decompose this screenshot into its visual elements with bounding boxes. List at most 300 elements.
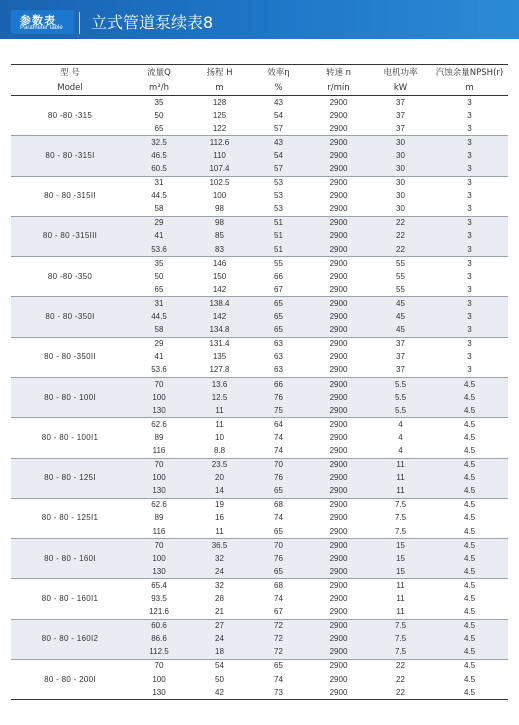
power-cell: 30 <box>370 176 431 190</box>
head-cell: 100 <box>212 191 227 201</box>
npsh-cell: 3 <box>467 110 472 120</box>
efficiency-cell: 67 <box>274 284 283 294</box>
flow-cell: 53.6 <box>129 243 189 257</box>
speed-cell: 2900 <box>329 123 348 133</box>
efficiency-cell: 63 <box>274 352 283 362</box>
head-cell: 142 <box>189 311 250 324</box>
efficiency-cell: 74 <box>274 432 283 442</box>
efficiency-cell: 74 <box>274 594 283 604</box>
col-unit: m <box>431 80 508 96</box>
flow-cell: 112.5 <box>129 646 189 660</box>
npsh-cell: 4.5 <box>463 687 476 697</box>
power-cell: 37 <box>370 337 431 351</box>
npsh-cell: 3 <box>467 284 472 294</box>
power-cell: 11 <box>370 485 431 499</box>
table-row <box>11 619 508 633</box>
npsh-cell: 3 <box>431 149 508 162</box>
col-header: 型 号 <box>60 67 80 78</box>
speed-cell: 2900 <box>307 404 370 418</box>
flow-cell: 130 <box>129 404 189 418</box>
table-row <box>11 498 508 512</box>
head-cell: 14 <box>189 485 250 499</box>
npsh-cell: 3 <box>467 271 472 281</box>
head-cell: 83 <box>189 243 250 257</box>
npsh-cell: 3 <box>431 297 508 311</box>
efficiency-cell: 65 <box>274 526 283 536</box>
efficiency-cell: 65 <box>250 485 307 499</box>
flow-cell: 53.6 <box>151 365 167 375</box>
efficiency-cell: 66 <box>250 377 307 391</box>
head-cell: 142 <box>212 284 227 294</box>
model-cell: 80 - 80 -315III <box>11 216 129 256</box>
header-row-units <box>11 80 508 96</box>
speed-cell: 2900 <box>307 418 370 432</box>
speed-cell: 2900 <box>329 432 348 442</box>
efficiency-cell: 57 <box>274 123 283 133</box>
model-cell: 80 - 80 - 100I1 <box>11 418 129 458</box>
speed-cell: 2900 <box>307 230 370 243</box>
power-cell: 55 <box>370 257 431 271</box>
table-row <box>11 257 508 271</box>
npsh-cell: 3 <box>431 337 508 351</box>
efficiency-cell: 74 <box>274 674 283 684</box>
speed-cell: 2900 <box>307 472 370 485</box>
table-row <box>11 579 508 593</box>
speed-cell: 2900 <box>307 659 370 673</box>
head-cell: 19 <box>189 498 250 512</box>
power-cell: 22 <box>396 687 405 697</box>
efficiency-cell: 66 <box>274 271 283 281</box>
flow-cell: 62.6 <box>129 498 189 512</box>
power-cell: 37 <box>396 352 405 362</box>
efficiency-cell: 43 <box>274 97 283 107</box>
head-cell: 85 <box>189 230 250 243</box>
speed-cell: 2900 <box>307 162 370 176</box>
power-cell: 37 <box>396 97 405 107</box>
power-cell: 7.5 <box>370 619 431 633</box>
flow-cell: 58 <box>129 324 189 338</box>
flow-cell: 44.5 <box>129 311 189 324</box>
flow-cell: 93.5 <box>151 594 167 604</box>
table-row <box>11 176 508 190</box>
parameter-table <box>11 64 508 700</box>
efficiency-cell: 65 <box>250 324 307 338</box>
speed-cell: 2900 <box>329 594 348 604</box>
npsh-cell: 3 <box>431 176 508 190</box>
efficiency-cell: 54 <box>274 110 283 120</box>
speed-cell: 2900 <box>329 352 348 362</box>
flow-cell: 89 <box>154 513 164 523</box>
efficiency-cell: 70 <box>250 458 307 472</box>
power-cell: 5.5 <box>370 377 431 391</box>
flow-cell: 116 <box>152 445 166 455</box>
power-cell: 55 <box>396 284 405 294</box>
section-tag-sublabel: Parameter table <box>20 25 63 31</box>
speed-cell: 2900 <box>307 176 370 190</box>
efficiency-cell: 72 <box>250 646 307 660</box>
head-cell: 107.4 <box>189 162 250 176</box>
npsh-cell: 4.5 <box>431 472 508 485</box>
flow-cell: 29 <box>129 337 189 351</box>
head-cell: 110 <box>189 149 250 162</box>
speed-cell: 2900 <box>307 149 370 162</box>
speed-cell: 2900 <box>329 607 348 617</box>
model-cell: 80 - 80 -350I <box>11 297 129 337</box>
flow-cell: 31 <box>129 176 189 190</box>
model-cell: 80 - 80 - 200I <box>11 659 129 699</box>
flow-cell: 35 <box>129 257 189 271</box>
speed-cell: 2900 <box>329 204 348 214</box>
head-cell: 54 <box>189 659 250 673</box>
head-cell: 128 <box>212 97 227 107</box>
efficiency-cell: 76 <box>250 552 307 565</box>
efficiency-cell: 68 <box>250 579 307 593</box>
col-header: 汽蚀余量NPSH(r) <box>435 67 504 78</box>
col-header: 电机功率 <box>383 67 418 78</box>
speed-cell: 2900 <box>307 498 370 512</box>
npsh-cell: 3 <box>431 230 508 243</box>
npsh-cell: 4.5 <box>431 619 508 633</box>
speed-cell: 2900 <box>329 445 348 455</box>
flow-cell: 130 <box>129 565 189 579</box>
head-cell: 50 <box>215 674 224 684</box>
npsh-cell: 4.5 <box>463 674 476 684</box>
npsh-cell: 4.5 <box>463 526 476 536</box>
efficiency-cell: 51 <box>250 230 307 243</box>
head-cell: 21 <box>215 607 224 617</box>
efficiency-cell: 65 <box>250 565 307 579</box>
power-cell: 11 <box>396 594 405 604</box>
power-cell: 7.5 <box>370 646 431 660</box>
col-unit: r/min <box>307 80 370 96</box>
power-cell: 7.5 <box>394 526 407 536</box>
speed-cell: 2900 <box>307 297 370 311</box>
npsh-cell: 4.5 <box>431 646 508 660</box>
power-cell: 15 <box>370 565 431 579</box>
speed-cell: 2900 <box>307 377 370 391</box>
speed-cell: 2900 <box>329 365 348 375</box>
head-cell: 112.6 <box>189 136 250 150</box>
model-cell: 80 -80 -315 <box>47 110 93 120</box>
power-cell: 4 <box>370 418 431 432</box>
power-cell: 5.5 <box>370 404 431 418</box>
power-cell: 4 <box>398 445 403 455</box>
table-row <box>11 659 508 673</box>
npsh-cell: 3 <box>467 352 472 362</box>
power-cell: 22 <box>370 230 431 243</box>
power-cell: 45 <box>370 297 431 311</box>
speed-cell: 2900 <box>307 337 370 351</box>
npsh-cell: 4.5 <box>431 458 508 472</box>
speed-cell: 2900 <box>307 324 370 338</box>
npsh-cell: 4.5 <box>431 633 508 646</box>
efficiency-cell: 65 <box>250 659 307 673</box>
head-cell: 131.4 <box>189 337 250 351</box>
model-cell: 80 - 80 - 160I <box>11 539 129 579</box>
head-cell: 16 <box>215 513 224 523</box>
efficiency-cell: 72 <box>250 619 307 633</box>
flow-cell: 65.4 <box>129 579 189 593</box>
col-header: 流量Q <box>147 67 171 78</box>
head-cell: 135 <box>212 352 227 362</box>
head-cell: 32 <box>189 579 250 593</box>
speed-cell: 2900 <box>329 191 348 201</box>
head-cell: 98 <box>215 204 224 214</box>
npsh-cell: 4.5 <box>463 432 476 442</box>
power-cell: 30 <box>396 204 405 214</box>
head-cell: 12.5 <box>189 391 250 404</box>
flow-cell: 116 <box>152 526 166 536</box>
power-cell: 11 <box>396 607 405 617</box>
head-cell: 13.6 <box>189 377 250 391</box>
flow-cell: 32.5 <box>129 136 189 150</box>
table-row <box>11 458 508 472</box>
efficiency-cell: 68 <box>250 498 307 512</box>
head-cell: 150 <box>212 271 227 281</box>
table-row <box>11 136 508 150</box>
power-cell: 37 <box>396 365 405 375</box>
flow-cell: 29 <box>129 216 189 230</box>
efficiency-cell: 53 <box>274 191 283 201</box>
speed-cell: 2900 <box>307 458 370 472</box>
efficiency-cell: 57 <box>250 162 307 176</box>
flow-cell: 41 <box>154 352 164 362</box>
npsh-cell: 4.5 <box>431 404 508 418</box>
flow-cell: 58 <box>154 204 164 214</box>
power-cell: 37 <box>396 110 405 120</box>
power-cell: 55 <box>396 271 405 281</box>
power-cell: 7.5 <box>370 498 431 512</box>
table-row <box>11 297 508 311</box>
npsh-cell: 4.5 <box>463 513 476 523</box>
speed-cell: 2900 <box>329 687 348 697</box>
power-cell: 22 <box>370 243 431 257</box>
col-header: 扬程 H <box>206 67 233 78</box>
speed-cell: 2900 <box>307 619 370 633</box>
col-header: 转速 n <box>325 67 352 78</box>
npsh-cell: 3 <box>431 311 508 324</box>
npsh-cell: 3 <box>431 136 508 150</box>
flow-cell: 130 <box>129 485 189 499</box>
flow-cell: 89 <box>154 432 164 442</box>
col-unit: % <box>250 80 307 96</box>
head-cell: 125 <box>212 110 227 120</box>
head-cell: 122 <box>212 123 227 133</box>
flow-cell: 50 <box>154 110 164 120</box>
table-row <box>11 377 508 391</box>
col-unit: kW <box>370 80 431 96</box>
power-cell: 11 <box>370 458 431 472</box>
head-cell: 27 <box>189 619 250 633</box>
npsh-cell: 4.5 <box>431 579 508 593</box>
npsh-cell: 4.5 <box>431 552 508 565</box>
flow-cell: 100 <box>129 391 189 404</box>
npsh-cell: 3 <box>431 243 508 257</box>
head-cell: 8.8 <box>213 445 226 455</box>
head-cell: 32 <box>189 552 250 565</box>
speed-cell: 2900 <box>307 311 370 324</box>
head-cell: 127.8 <box>209 365 230 375</box>
flow-cell: 44.5 <box>151 191 167 201</box>
speed-cell: 2900 <box>307 257 370 271</box>
efficiency-cell: 67 <box>274 607 283 617</box>
efficiency-cell: 76 <box>250 391 307 404</box>
flow-cell: 41 <box>129 230 189 243</box>
flow-cell: 60.5 <box>129 162 189 176</box>
efficiency-cell: 75 <box>250 404 307 418</box>
flow-cell: 70 <box>129 458 189 472</box>
efficiency-cell: 64 <box>250 418 307 432</box>
table-row <box>11 418 508 432</box>
power-cell: 30 <box>370 162 431 176</box>
flow-cell: 100 <box>129 552 189 565</box>
efficiency-cell: 55 <box>250 257 307 271</box>
model-cell: 80 - 80 -350II <box>11 337 129 377</box>
head-cell: 138.4 <box>189 297 250 311</box>
npsh-cell: 3 <box>467 191 472 201</box>
power-cell: 37 <box>396 123 405 133</box>
col-unit: Model <box>11 80 129 96</box>
speed-cell: 2900 <box>329 271 348 281</box>
head-cell: 42 <box>215 687 224 697</box>
efficiency-cell: 65 <box>250 311 307 324</box>
model-cell: 80 - 80 -315I <box>11 136 129 176</box>
speed-cell: 2900 <box>307 565 370 579</box>
power-cell: 22 <box>370 659 431 673</box>
npsh-cell: 4.5 <box>463 445 476 455</box>
head-cell: 98 <box>189 216 250 230</box>
flow-cell: 62.6 <box>129 418 189 432</box>
flow-cell: 70 <box>129 659 189 673</box>
flow-cell: 100 <box>152 674 166 684</box>
head-cell: 24 <box>189 565 250 579</box>
efficiency-cell: 74 <box>274 513 283 523</box>
npsh-cell: 4.5 <box>463 607 476 617</box>
model-cell: 80 -80 -350 <box>11 257 129 297</box>
power-cell: 15 <box>370 539 431 553</box>
power-cell: 30 <box>370 149 431 162</box>
power-cell: 22 <box>370 216 431 230</box>
efficiency-cell: 51 <box>250 216 307 230</box>
speed-cell: 2900 <box>329 284 348 294</box>
power-cell: 45 <box>370 311 431 324</box>
section-tag <box>11 10 74 34</box>
speed-cell: 2900 <box>329 97 348 107</box>
model-cell: 80 - 80 - 160I2 <box>11 619 129 659</box>
speed-cell: 2900 <box>307 216 370 230</box>
head-cell: 146 <box>189 257 250 271</box>
efficiency-cell: 54 <box>250 149 307 162</box>
power-cell: 4 <box>398 432 403 442</box>
power-cell: 30 <box>396 191 405 201</box>
speed-cell: 2900 <box>307 579 370 593</box>
npsh-cell: 4.5 <box>431 539 508 553</box>
speed-cell: 2900 <box>307 633 370 646</box>
flow-cell: 70 <box>129 539 189 553</box>
power-cell: 7.5 <box>370 633 431 646</box>
flow-cell: 100 <box>129 472 189 485</box>
efficiency-cell: 63 <box>250 337 307 351</box>
efficiency-cell: 53 <box>274 204 283 214</box>
head-cell: 23.5 <box>189 458 250 472</box>
flow-cell: 65 <box>154 284 164 294</box>
power-cell: 45 <box>370 324 431 338</box>
flow-cell: 86.6 <box>129 633 189 646</box>
power-cell: 30 <box>370 136 431 150</box>
head-cell: 20 <box>189 472 250 485</box>
npsh-cell: 3 <box>467 97 472 107</box>
col-unit: m <box>189 80 250 96</box>
flow-cell: 121.6 <box>148 607 170 617</box>
header-divider <box>79 12 80 34</box>
efficiency-cell: 51 <box>250 243 307 257</box>
speed-cell: 2900 <box>329 674 348 684</box>
power-cell: 15 <box>370 552 431 565</box>
npsh-cell: 3 <box>467 123 472 133</box>
speed-cell: 2900 <box>307 391 370 404</box>
flow-cell: 35 <box>154 97 164 107</box>
npsh-cell: 4.5 <box>431 659 508 673</box>
npsh-cell: 4.5 <box>463 594 476 604</box>
header-row-labels <box>11 65 508 81</box>
npsh-cell: 4.5 <box>431 485 508 499</box>
npsh-cell: 4.5 <box>431 498 508 512</box>
efficiency-cell: 72 <box>250 633 307 646</box>
power-cell: 11 <box>370 472 431 485</box>
flow-cell: 50 <box>154 271 164 281</box>
speed-cell: 2900 <box>329 526 348 536</box>
table-row <box>11 216 508 230</box>
npsh-cell: 4.5 <box>431 377 508 391</box>
head-cell: 36.5 <box>189 539 250 553</box>
speed-cell: 2900 <box>329 110 348 120</box>
header-banner <box>0 0 519 39</box>
head-cell: 134.8 <box>189 324 250 338</box>
head-cell: 102.5 <box>189 176 250 190</box>
npsh-cell: 3 <box>467 204 472 214</box>
flow-cell: 60.6 <box>129 619 189 633</box>
model-cell: 80 - 80 - 125I1 <box>11 498 129 538</box>
efficiency-cell: 63 <box>274 365 283 375</box>
head-cell: 10 <box>215 432 224 442</box>
npsh-cell: 3 <box>467 365 472 375</box>
col-header: 效率η <box>267 67 290 78</box>
model-cell: 80 - 80 - 100I <box>11 377 129 417</box>
flow-cell: 130 <box>152 687 166 697</box>
efficiency-cell: 65 <box>250 297 307 311</box>
power-cell: 7.5 <box>394 513 407 523</box>
flow-cell: 31 <box>129 297 189 311</box>
model-cell: 80 - 80 -315II <box>11 176 129 216</box>
speed-cell: 2900 <box>307 539 370 553</box>
power-cell: 22 <box>396 674 405 684</box>
head-cell: 11 <box>189 404 250 418</box>
efficiency-cell: 74 <box>274 445 283 455</box>
head-cell: 11 <box>215 526 224 536</box>
power-cell: 11 <box>370 579 431 593</box>
table-row <box>11 337 508 351</box>
table-row <box>11 539 508 553</box>
col-unit: m³/h <box>129 80 189 96</box>
speed-cell: 2900 <box>307 552 370 565</box>
npsh-cell: 3 <box>431 162 508 176</box>
section-tag-label: 参数表 <box>20 14 56 27</box>
speed-cell: 2900 <box>307 646 370 660</box>
model-cell: 80 - 80 - 125I <box>11 458 129 498</box>
efficiency-cell: 53 <box>250 176 307 190</box>
efficiency-cell: 76 <box>250 472 307 485</box>
table-row <box>11 96 508 110</box>
